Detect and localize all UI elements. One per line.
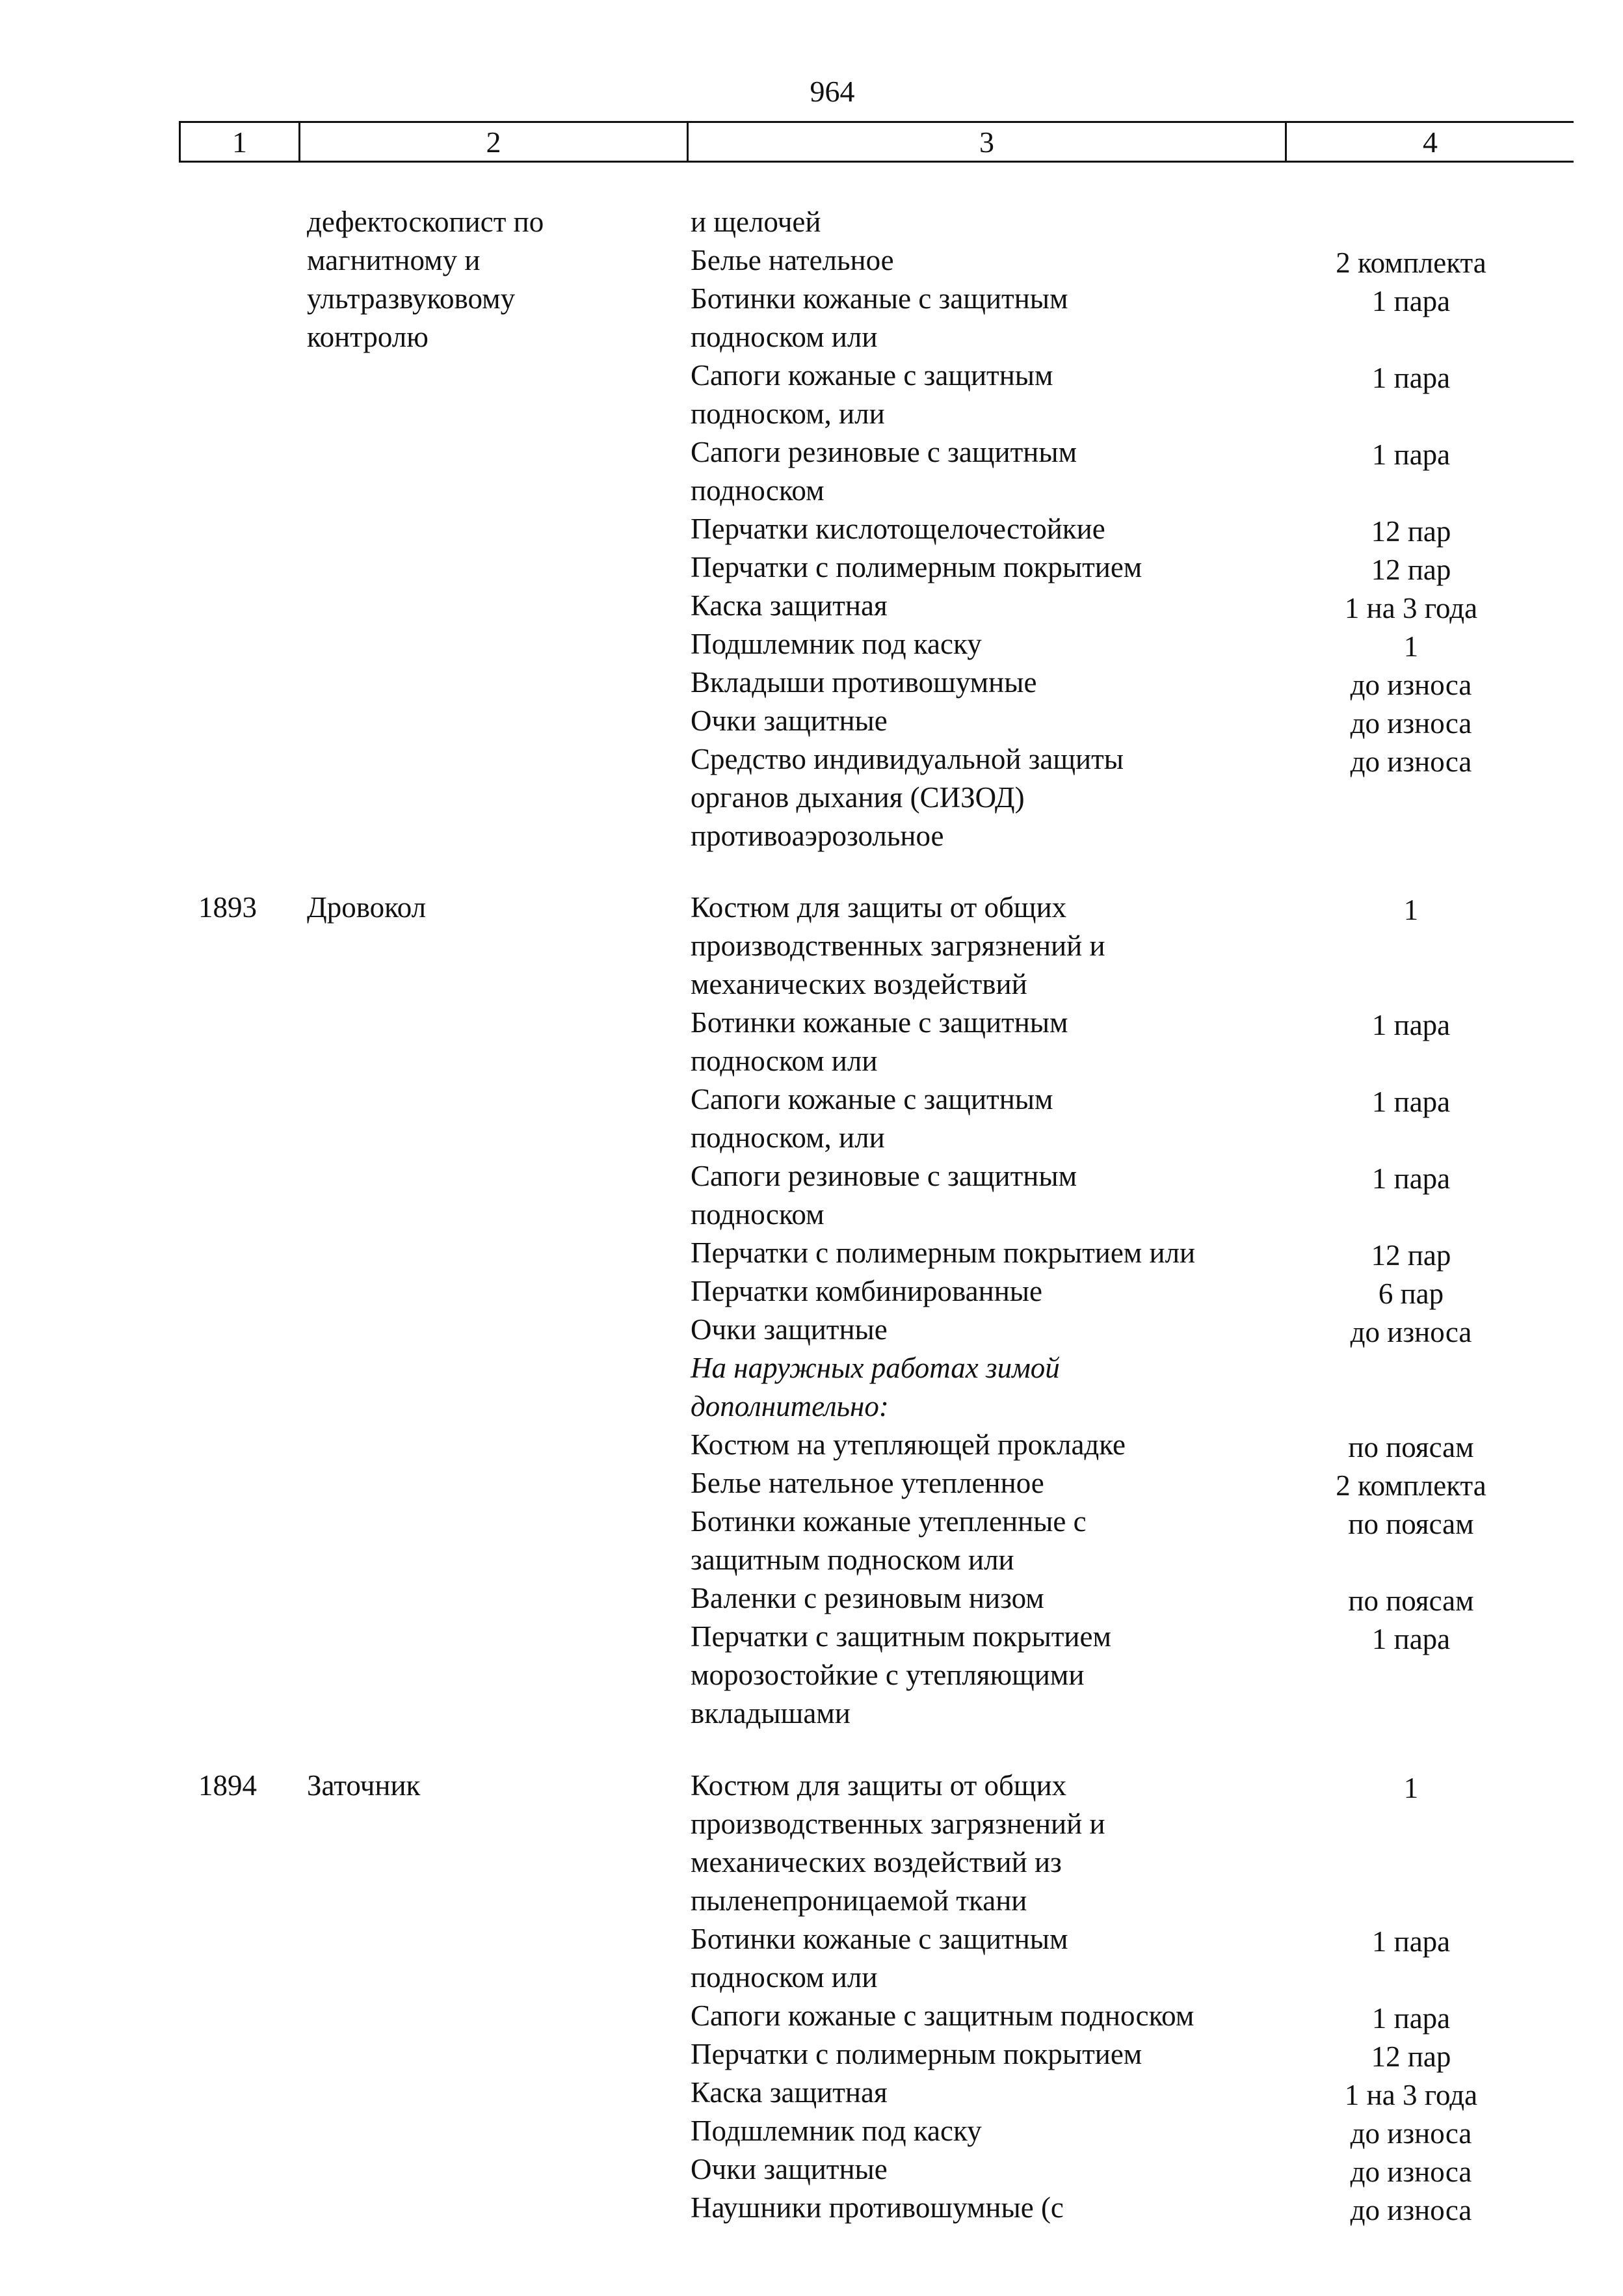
ppe-item-text: Перчатки с полимерным покрытием [691, 551, 1142, 583]
profession-name: Дровокол [307, 891, 427, 924]
ppe-item-quantity: 12 пар [1371, 515, 1451, 548]
ppe-item-text: дополнительно: [691, 1390, 889, 1422]
profession-name: ультразвуковому [307, 282, 516, 315]
ppe-item-quantity: 2 комплекта [1336, 1469, 1486, 1502]
ppe-item-text: Сапоги резиновые с защитным [691, 436, 1077, 468]
ppe-item-text: Перчатки с полимерным покрытием [691, 2038, 1142, 2070]
ppe-item-text: Перчатки с защитным покрытием [691, 1620, 1111, 1653]
ppe-item-text: Вкладыши противошумные [691, 666, 1037, 699]
ppe-item-quantity: 2 комплекта [1336, 247, 1486, 279]
ppe-item-text: Перчатки кислотощелочестойкие [691, 513, 1105, 545]
ppe-item-text: Ботинки кожаные с защитным [691, 1923, 1068, 1955]
ppe-item-text: органов дыхания (СИЗОД) [691, 781, 1025, 814]
profession-name: контролю [307, 321, 429, 353]
ppe-item-text: производственных загрязнений и [691, 929, 1105, 962]
ppe-item-quantity: 1 [1403, 630, 1419, 663]
ppe-item-text: Сапоги кожаные с защитным [691, 359, 1053, 392]
ppe-item-text: подноском, или [691, 397, 885, 430]
ppe-item-quantity: 1 пара [1371, 1086, 1451, 1118]
ppe-item-quantity: 1 пара [1371, 1162, 1451, 1195]
ppe-item-text: Ботинки кожаные утепленные с [691, 1505, 1087, 1538]
page-number: 964 [810, 75, 855, 108]
ppe-item-text: Костюм для защиты от общих [691, 891, 1067, 924]
ppe-item-text: Каска защитная [691, 2076, 888, 2109]
ppe-item-text: Перчатки с полимерным покрытием или [691, 1236, 1196, 1269]
ppe-item-text: пыленепроницаемой ткани [691, 1884, 1027, 1917]
ppe-item-quantity: 6 пар [1378, 1277, 1444, 1310]
ppe-item-text: подноском или [691, 1045, 878, 1077]
ppe-item-text: подноском [691, 474, 825, 507]
ppe-item-quantity: 1 [1403, 1772, 1419, 1804]
ppe-item-quantity: 1 на 3 года [1344, 2079, 1478, 2111]
ppe-item-text: Сапоги кожаные с защитным подноском [691, 1999, 1194, 2032]
ppe-item-text: Белье нательное утепленное [691, 1467, 1044, 1499]
ppe-item-text: механических воздействий из [691, 1846, 1062, 1878]
ppe-item-quantity: 12 пар [1371, 554, 1451, 586]
ppe-item-text: Костюм на утепляющей прокладке [691, 1428, 1126, 1461]
ppe-item-quantity: по поясам [1348, 1584, 1474, 1617]
ppe-item-text: Каска защитная [691, 589, 888, 622]
ppe-item-text: Очки защитные [691, 2153, 888, 2185]
ppe-item-quantity: 1 пара [1371, 438, 1451, 471]
ppe-item-text: Костюм для защиты от общих [691, 1769, 1067, 1802]
header-col-3: 3 [689, 123, 1287, 161]
ppe-item-quantity: до износа [1350, 669, 1472, 701]
profession-name: дефектоскопист по [307, 206, 544, 238]
ppe-item-quantity: 12 пар [1371, 1239, 1451, 1272]
ppe-item-text: Наушники противошумные (с [691, 2191, 1064, 2224]
header-col-1: 1 [181, 123, 300, 161]
header-col-4: 4 [1423, 125, 1438, 159]
ppe-item-text: производственных загрязнений и [691, 1808, 1105, 1840]
profession-name: Заточник [307, 1769, 421, 1802]
ppe-item-quantity: до износа [1350, 1316, 1472, 1348]
ppe-item-quantity: 1 [1403, 894, 1419, 926]
ppe-item-text: подноском, или [691, 1121, 885, 1154]
ppe-item-text: Ботинки кожаные с защитным [691, 282, 1068, 315]
ppe-item-text: Средство индивидуальной защиты [691, 743, 1124, 775]
ppe-item-text: подноском или [691, 1961, 878, 1994]
ppe-item-quantity: до износа [1350, 2117, 1472, 2150]
ppe-item-quantity: 1 пара [1371, 1925, 1451, 1958]
ppe-item-text: Белье нательное [691, 244, 894, 276]
ppe-item-text: Очки защитные [691, 704, 888, 737]
ppe-item-quantity: до износа [1350, 707, 1472, 740]
ppe-item-text: Валенки с резиновым низом [691, 1582, 1044, 1614]
ppe-item-text: Подшлемник под каску [691, 2115, 982, 2147]
ppe-item-quantity: по поясам [1348, 1431, 1474, 1463]
ppe-item-quantity: 1 пара [1371, 2002, 1451, 2035]
ppe-item-text: противоаэрозольное [691, 820, 944, 852]
ppe-item-text: Ботинки кожаные с защитным [691, 1006, 1068, 1039]
ppe-item-quantity: до износа [1350, 2194, 1472, 2226]
ppe-item-text: вкладышами [691, 1697, 851, 1729]
ppe-item-text: На наружных работах зимой [691, 1352, 1060, 1384]
ppe-item-quantity: до износа [1350, 745, 1472, 778]
entry-number: 1893 [198, 891, 257, 924]
ppe-item-text: Подшлемник под каску [691, 628, 982, 660]
ppe-item-text: Очки защитные [691, 1313, 888, 1346]
header-col-2: 2 [300, 123, 689, 161]
ppe-item-quantity: 1 пара [1371, 1009, 1451, 1041]
profession-name: магнитному и [307, 244, 481, 276]
ppe-item-quantity: 1 пара [1371, 362, 1451, 394]
ppe-item-quantity: 1 пара [1371, 285, 1451, 317]
ppe-item-quantity: по поясам [1348, 1508, 1474, 1540]
ppe-item-quantity: до износа [1350, 2156, 1472, 2188]
ppe-item-quantity: 1 на 3 года [1344, 592, 1478, 624]
ppe-item-text: и щелочей [691, 206, 821, 238]
ppe-item-text: Перчатки комбинированные [691, 1275, 1042, 1307]
ppe-item-text: Сапоги кожаные с защитным [691, 1083, 1053, 1115]
ppe-item-text: подноском [691, 1198, 825, 1231]
ppe-item-quantity: 12 пар [1371, 2040, 1451, 2073]
ppe-item-text: защитным подноском или [691, 1543, 1014, 1576]
entry-number: 1894 [198, 1769, 257, 1802]
ppe-item-text: Сапоги резиновые с защитным [691, 1160, 1077, 1192]
ppe-item-text: подноском или [691, 321, 878, 353]
ppe-item-text: механических воздействий [691, 968, 1027, 1000]
ppe-item-text: морозостойкие с утепляющими [691, 1659, 1085, 1691]
ppe-item-quantity: 1 пара [1371, 1623, 1451, 1655]
